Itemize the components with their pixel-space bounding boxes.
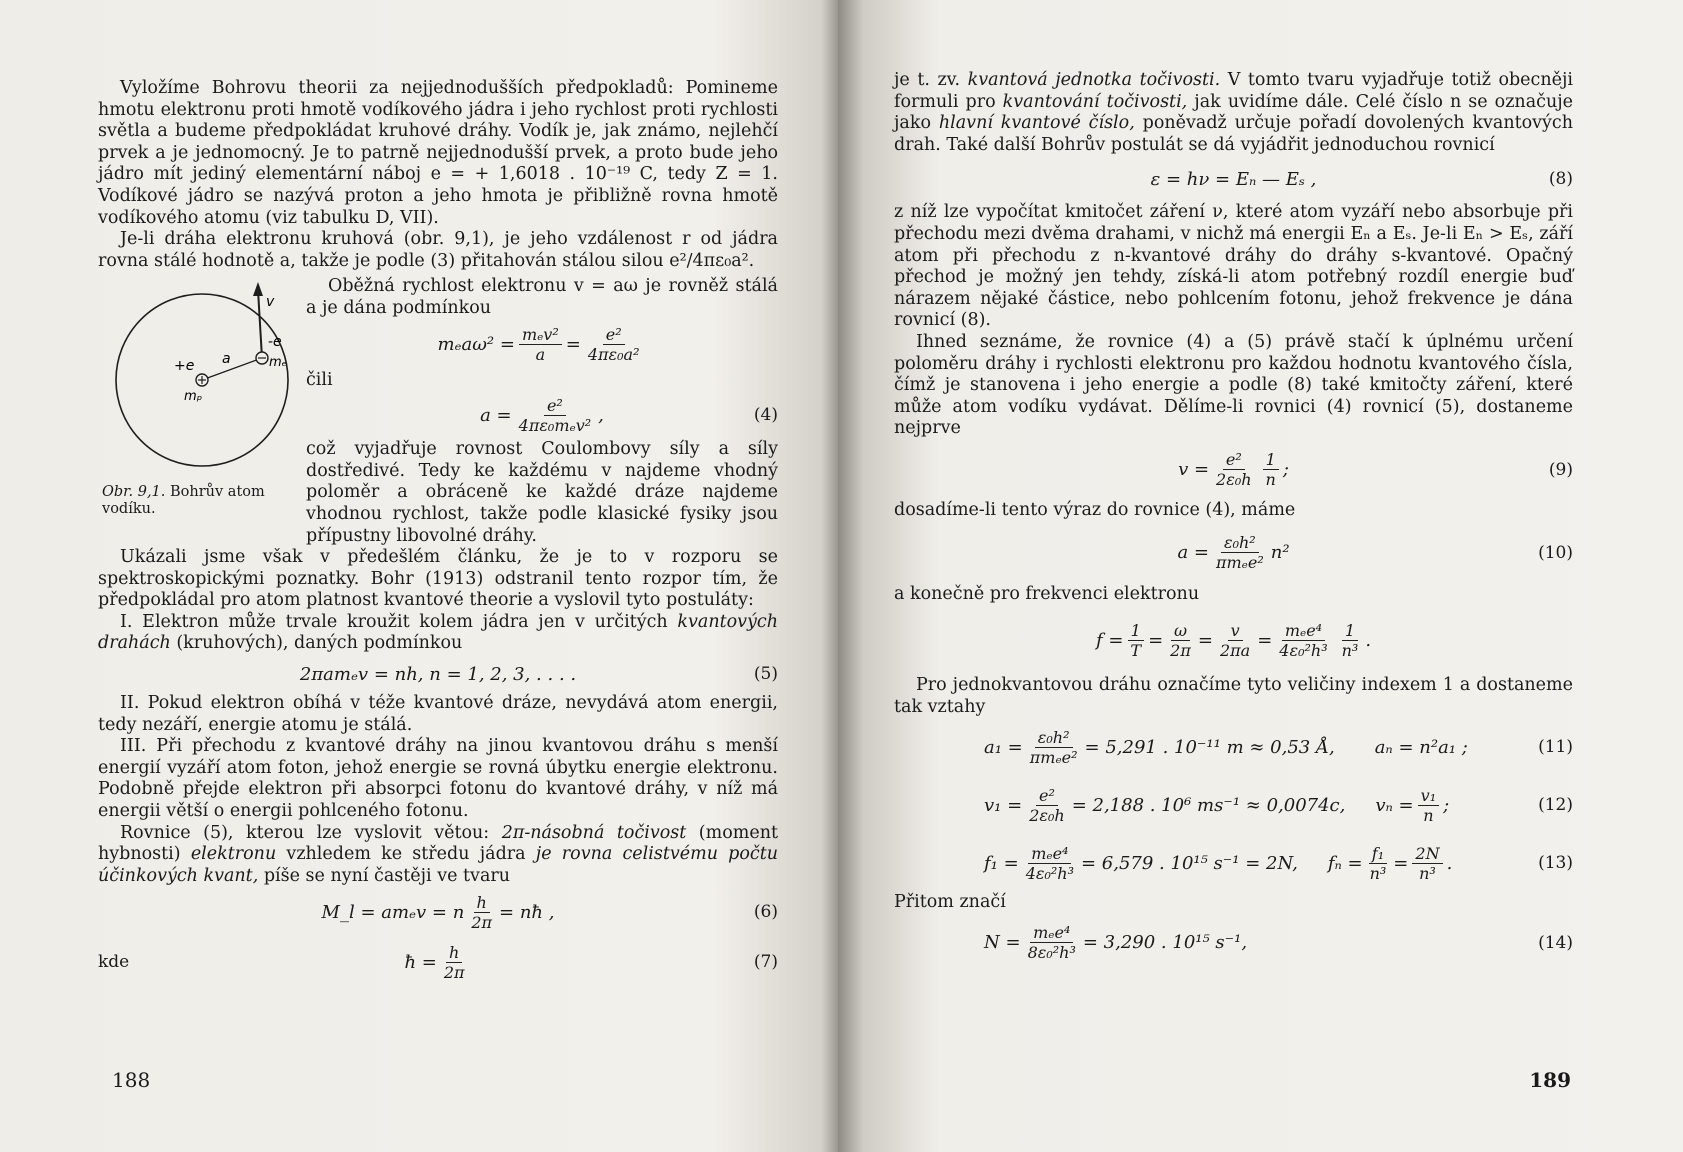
equation-number: (9) xyxy=(1548,459,1573,480)
caption-lead: Obr. 9,1. xyxy=(102,484,166,501)
caption-text: Bohrův atom vodíku. xyxy=(102,484,265,518)
equation-number: (7) xyxy=(753,952,778,973)
equation-number: (11) xyxy=(1538,737,1573,758)
paragraph: III. Při přechodu z kvantové dráhy na jinou kvantovou dráhu s menší energií vyzáří atom foton, jehož energie se rovná úbytku energie elektronu. Podobně přejde elektron při absorpci fotonu do kvantové dráhy, v níž má energii větší o energii pohlceného fotonu. xyxy=(98,736,778,822)
figure-bohr-atom xyxy=(98,276,306,547)
paragraph: I. Elektron může trvale kroužit kolem jádra jen v určitých kvantových drahách (kruhových), daných podmínkou xyxy=(98,611,778,654)
paragraph: a konečně pro frekvenci elektronu xyxy=(894,583,1200,604)
equation-11: a₁ = $\frac{\text{ε₀h²}}{\text{πmₑe²}}$ = 5,291 . 10⁻¹¹ m ≈ 0,53 Å, aₙ = n²a₁ ; (11) xyxy=(984,727,1573,767)
paragraph: je t. zv. kvantová jednotka točivosti. V tomto tvaru vyjadřuje totiž obecněji formuli pro kvantování točivosti, jak uvidíme dále. Celé číslo n se označuje jako hlavní kvantové číslo, poněvadž určuje pořadí dovolených kvantových drah. Také další Bohrův postulát se dá vyjádřit jednoduchou rovnicí xyxy=(894,70,1574,155)
paragraph: což vyjadřuje rovnost Coulombovy síly a síly dostředivé. Tedy ke každému v najdeme vhodný poloměr a obráceně ke každé dráze najdeme vhodnou rychlost, takže podle klasické fysiky jsou přípustny libovolné dráhy. xyxy=(306,439,778,546)
equation-10: a = $\frac{\text{ε₀h²}}{\text{πmₑe²}}$ n² (10) xyxy=(1177,533,1573,572)
label-v: v xyxy=(266,294,275,311)
label-plus-e: +e xyxy=(174,358,195,375)
equation-number: (6) xyxy=(753,902,778,923)
equation-14: N = $\frac{\text{mₑe⁴}}{\text{8ε₀²h³}}$ = 3,290 . 10¹⁵ s⁻¹, (14) xyxy=(984,923,1573,963)
label-minus-e: -e xyxy=(268,334,282,351)
paragraph: dosadíme-li tento výraz do rovnice (4), máme xyxy=(894,499,1296,520)
equation-number: (8) xyxy=(1548,169,1573,190)
equation-number: (12) xyxy=(1538,795,1573,816)
bohr-atom-diagram xyxy=(98,276,306,476)
equation-number: (10) xyxy=(1538,542,1573,563)
equation-frequency: f = $\frac{1}{T}$ = $\frac{\omega}{2\pi}$ = $\frac{v}{2\pi a}$ = $\frac{\text{mₑe⁴}}{\text{4ε₀²h³}}$ $\frac{1}{\text{n³}}$ . xyxy=(1095,620,1372,660)
equation-4: a = $\frac{\text{e²}}{\text{4πε₀mₑv²}}$ , (4) xyxy=(480,395,778,435)
right-page xyxy=(838,0,1683,1152)
left-page xyxy=(0,0,838,1152)
label-me: mₑ xyxy=(269,355,288,371)
figure-block xyxy=(98,276,778,547)
page-number: 188 xyxy=(112,1068,151,1092)
equation-8: ε = hν = Eₙ — Eₛ , (8) xyxy=(1150,168,1573,190)
paragraph: Je-li dráha elektronu kruhová (obr. 9,1), je jeho vzdálenost r od jádra rovna stálé hodnotě a, takže je podle (3) přitahován stálou silou e²/4πε₀a². xyxy=(98,229,778,271)
equation-6: M_l = amₑv = n $\frac{h}{2\pi}$ = nħ , (6) xyxy=(321,892,778,932)
paragraph: Rovnice (5), kterou lze vyslovit větou: 2π-násobná točivost (moment hybnosti) elektronu vzhledem ke středu jádra je rovna celistvému počtu účinkových kvant, píše se nyní častěji ve tvaru xyxy=(98,822,779,886)
figure-side-text xyxy=(306,276,778,547)
paragraph: II. Pokud elektron obíhá v téže kvantové dráze, nevydává atom energii, tedy nezáří, energie atomu je stálá. xyxy=(98,693,778,735)
equation-5: 2πamₑv = nh, n = 1, 2, 3, . . . . (5) xyxy=(299,663,778,685)
paragraph: z níž lze vypočítat kmitočet záření ν, které atom vyzáří nebo absorbuje při přechodu mezi dvěma drahami, v nichž má energii Eₙ a Eₛ. Je-li Eₙ > Eₛ, září atom při přechodu z n-kvantové dráhy do dráhy s-kvantové. Opačný přechod je možný jen tehdy, získá-li atom potřebný rozdíl energie buď nárazem nějaké částice, nebo pohlcením fotonu, jehož frekvence je dána rovnicí (8). xyxy=(894,202,1573,331)
equation-9: v = $\frac{\text{e²}}{\text{2ε₀h}}$ $\frac{1}{n}$ ; (9) xyxy=(1178,450,1573,490)
paragraph: Oběžná rychlost elektronu v = aω je rovněž stálá a je dána podmínkou xyxy=(306,276,778,318)
paragraph: Ukázali jsme však v předešlém článku, že je to v rozporu se spektroskopickými poznatky. Bohr (1913) odstranil tento rozpor tím, že předpokládal pro atom platnost kvantové theorie a vyslovil tyto postuláty: xyxy=(98,547,778,611)
paragraph: Ihned seznáme, že rovnice (4) a (5) právě stačí k úplnému určení poloměru dráhy i rychlosti elektronu pro každou hodnotu kvantového čísla, čímž je stanovena i jeho energie a podle (8) také kmitočty záření, které může atom vodíku vydávat. Dělíme-li rovnici (4) rovnicí (5), dostaneme nejprve xyxy=(894,331,1573,439)
kde-text: kde xyxy=(98,952,130,973)
cili-text: čili xyxy=(306,369,333,390)
equation-13: f₁ = $\frac{\text{mₑe⁴}}{\text{4ε₀²h³}}$ = 6,579 . 10¹⁵ s⁻¹ = 2N, fₙ = $\frac{\text{f₁}}{\text{n³}}$ = $\frac{2N}{\text{n³}}$ . (13) xyxy=(984,843,1573,883)
equation-number: (14) xyxy=(1538,932,1573,953)
equation-condition: mₑaω² = $\frac{\text{mₑv²}}{a}$ = $\frac{\text{e²}}{\text{4πε₀a²}}$ xyxy=(437,325,640,365)
equation-number: (13) xyxy=(1538,853,1573,874)
equation-number: (5) xyxy=(753,664,778,685)
equation-7: kde ħ = $\frac{h}{2\pi}$ (7) xyxy=(98,942,778,982)
equation-12: v₁ = $\frac{\text{e²}}{\text{2ε₀h}}$ = 2,188 . 10⁶ ms⁻¹ ≈ 0,0074c, vₙ = $\frac{\text{v₁}}{n}$ ; (12) xyxy=(984,785,1573,825)
paragraph: Vyložíme Bohrovu theorii za nejjednodušších předpokladů: Pomineme hmotu elektronu proti hmotě vodíkového jádra i jeho rychlost proti rychlosti světla a budeme předpokládat kruhové dráhy. Vodík je, jak známo, nejlehčí prvek a je jednomocný. Je to patrně nejjednodušší prvek, a proto bude jeho jádro mít jediný elementární náboj e = + 1,6018 . 10⁻¹⁹ C, tedy Z = 1. Vodíkové jádro se nazývá proton a jeho hmota je přibližně rovna hmotě vodíkového atomu (viz tabulku D, VII). xyxy=(98,78,778,228)
paragraph: Pro jednokvantovou dráhu označíme tyto veličiny indexem 1 a dostaneme tak vztahy xyxy=(894,675,1573,717)
label-mp: mₚ xyxy=(184,389,203,405)
page-number: 189 xyxy=(1529,1068,1571,1092)
equation-number: (4) xyxy=(753,405,778,426)
figure-caption xyxy=(98,484,306,518)
paragraph: Přitom značí xyxy=(894,892,1006,913)
label-a: a xyxy=(222,351,231,368)
